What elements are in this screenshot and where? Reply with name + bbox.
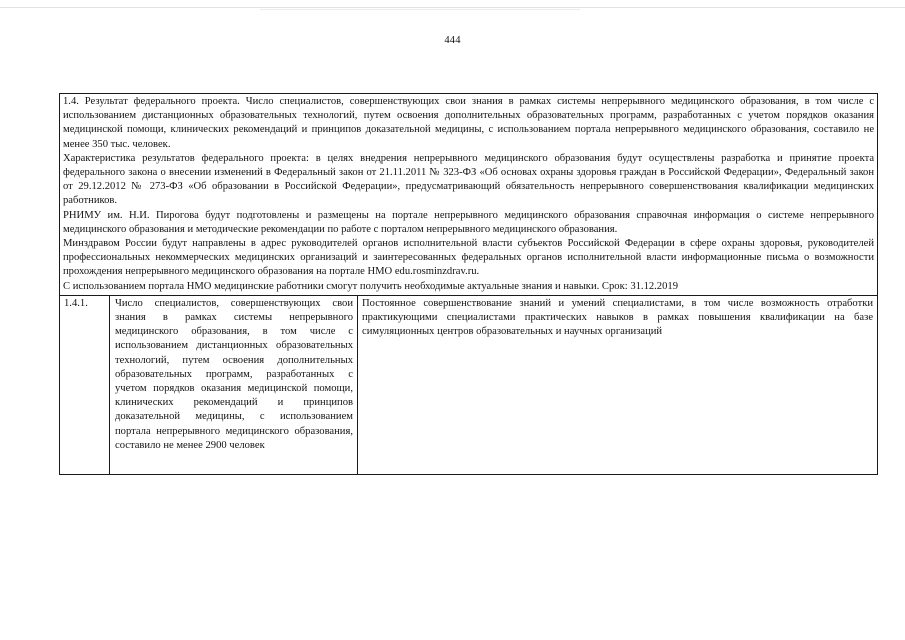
subitem-description: Постоянное совершенствование знаний и умений специалистами, в том числе возможность отработки практикующими специалистами практических навыков в рамках повышения квалификации на базе симуляционных центров образовательных и научных организаций: [358, 295, 878, 474]
federal-project-table: [59, 93, 878, 475]
result-characteristics-paragraph: Характеристика результатов федерального проекта: в целях внедрения непрерывного медицинского образования будут осуществлены разработка и принятие проекта федерального закона о внесении изменений в Федеральный закон от 21.11.2011 № 323-ФЗ «Об основах охраны здоровья граждан в Российской Федерации», Федеральный закон от 29.12.2012 № 273-ФЗ «Об образовании в Российской Федерации», предусматривающий обязательность непрерывного совершенствования квалификации медицинских работников.: [63, 152, 875, 207]
section-text-cell: [60, 94, 878, 296]
page-number: 444: [444, 35, 461, 46]
scan-edge-artifact: [0, 7, 905, 8]
rnimu-paragraph: РНИМУ им. Н.И. Пирогова будут подготовлены и размещены на портале непрерывного медицинского образования справочная информация о системе непрерывного медицинского образования и методические рекомендации по работе с порталом непрерывного медицинского образования.: [63, 209, 875, 235]
subitem-number: 1.4.1.: [60, 295, 110, 474]
section-row: [60, 94, 878, 296]
subitem-result: Число специалистов, совершенствующих свои знания в рамках системы непрерывного медицинского образования, в том числе с использованием дистанционных образовательных технологий, путем освоения дополнительных образовательных программ, разработанных с учетом порядков оказания медицинской помощи, клинических рекомендаций и принципов доказательной медицины, с использованием портала непрерывного медицинского образования, составило не менее 2900 человек: [110, 295, 358, 474]
subitem-row: [60, 295, 878, 474]
minzdrav-letters-paragraph: Минздравом России будут направлены в адрес руководителей органов исполнительной власти субъектов Российской Федерации в сфере охраны здоровья, руководителей профессиональных некоммерческих медицинских организаций и заинтересованных федеральных органов исполнительной власти информационные письма о возможности прохождения непрерывного медицинского образования на портале НМО edu.rosminzdrav.ru.: [63, 238, 875, 278]
scan-edge-artifact: [260, 9, 580, 10]
portal-deadline-paragraph: С использованием портала НМО медицинские работники смогут получить необходимые актуальные знания и навыки. Срок: 31.12.2019: [63, 280, 678, 292]
project-result-paragraph: 1.4. Результат федерального проекта. Число специалистов, совершенствующих свои знания в рамках системы непрерывного медицинского образования, в том числе с использованием дистанционных образовательных технологий, путем освоения дополнительных образовательных программ, разработанных с учетом порядков оказания медицинской помощи, клинических рекомендаций и принципов доказательной медицины, с использованием портала непрерывного медицинского образования, составило не менее 350 тыс. человек.: [63, 96, 875, 150]
